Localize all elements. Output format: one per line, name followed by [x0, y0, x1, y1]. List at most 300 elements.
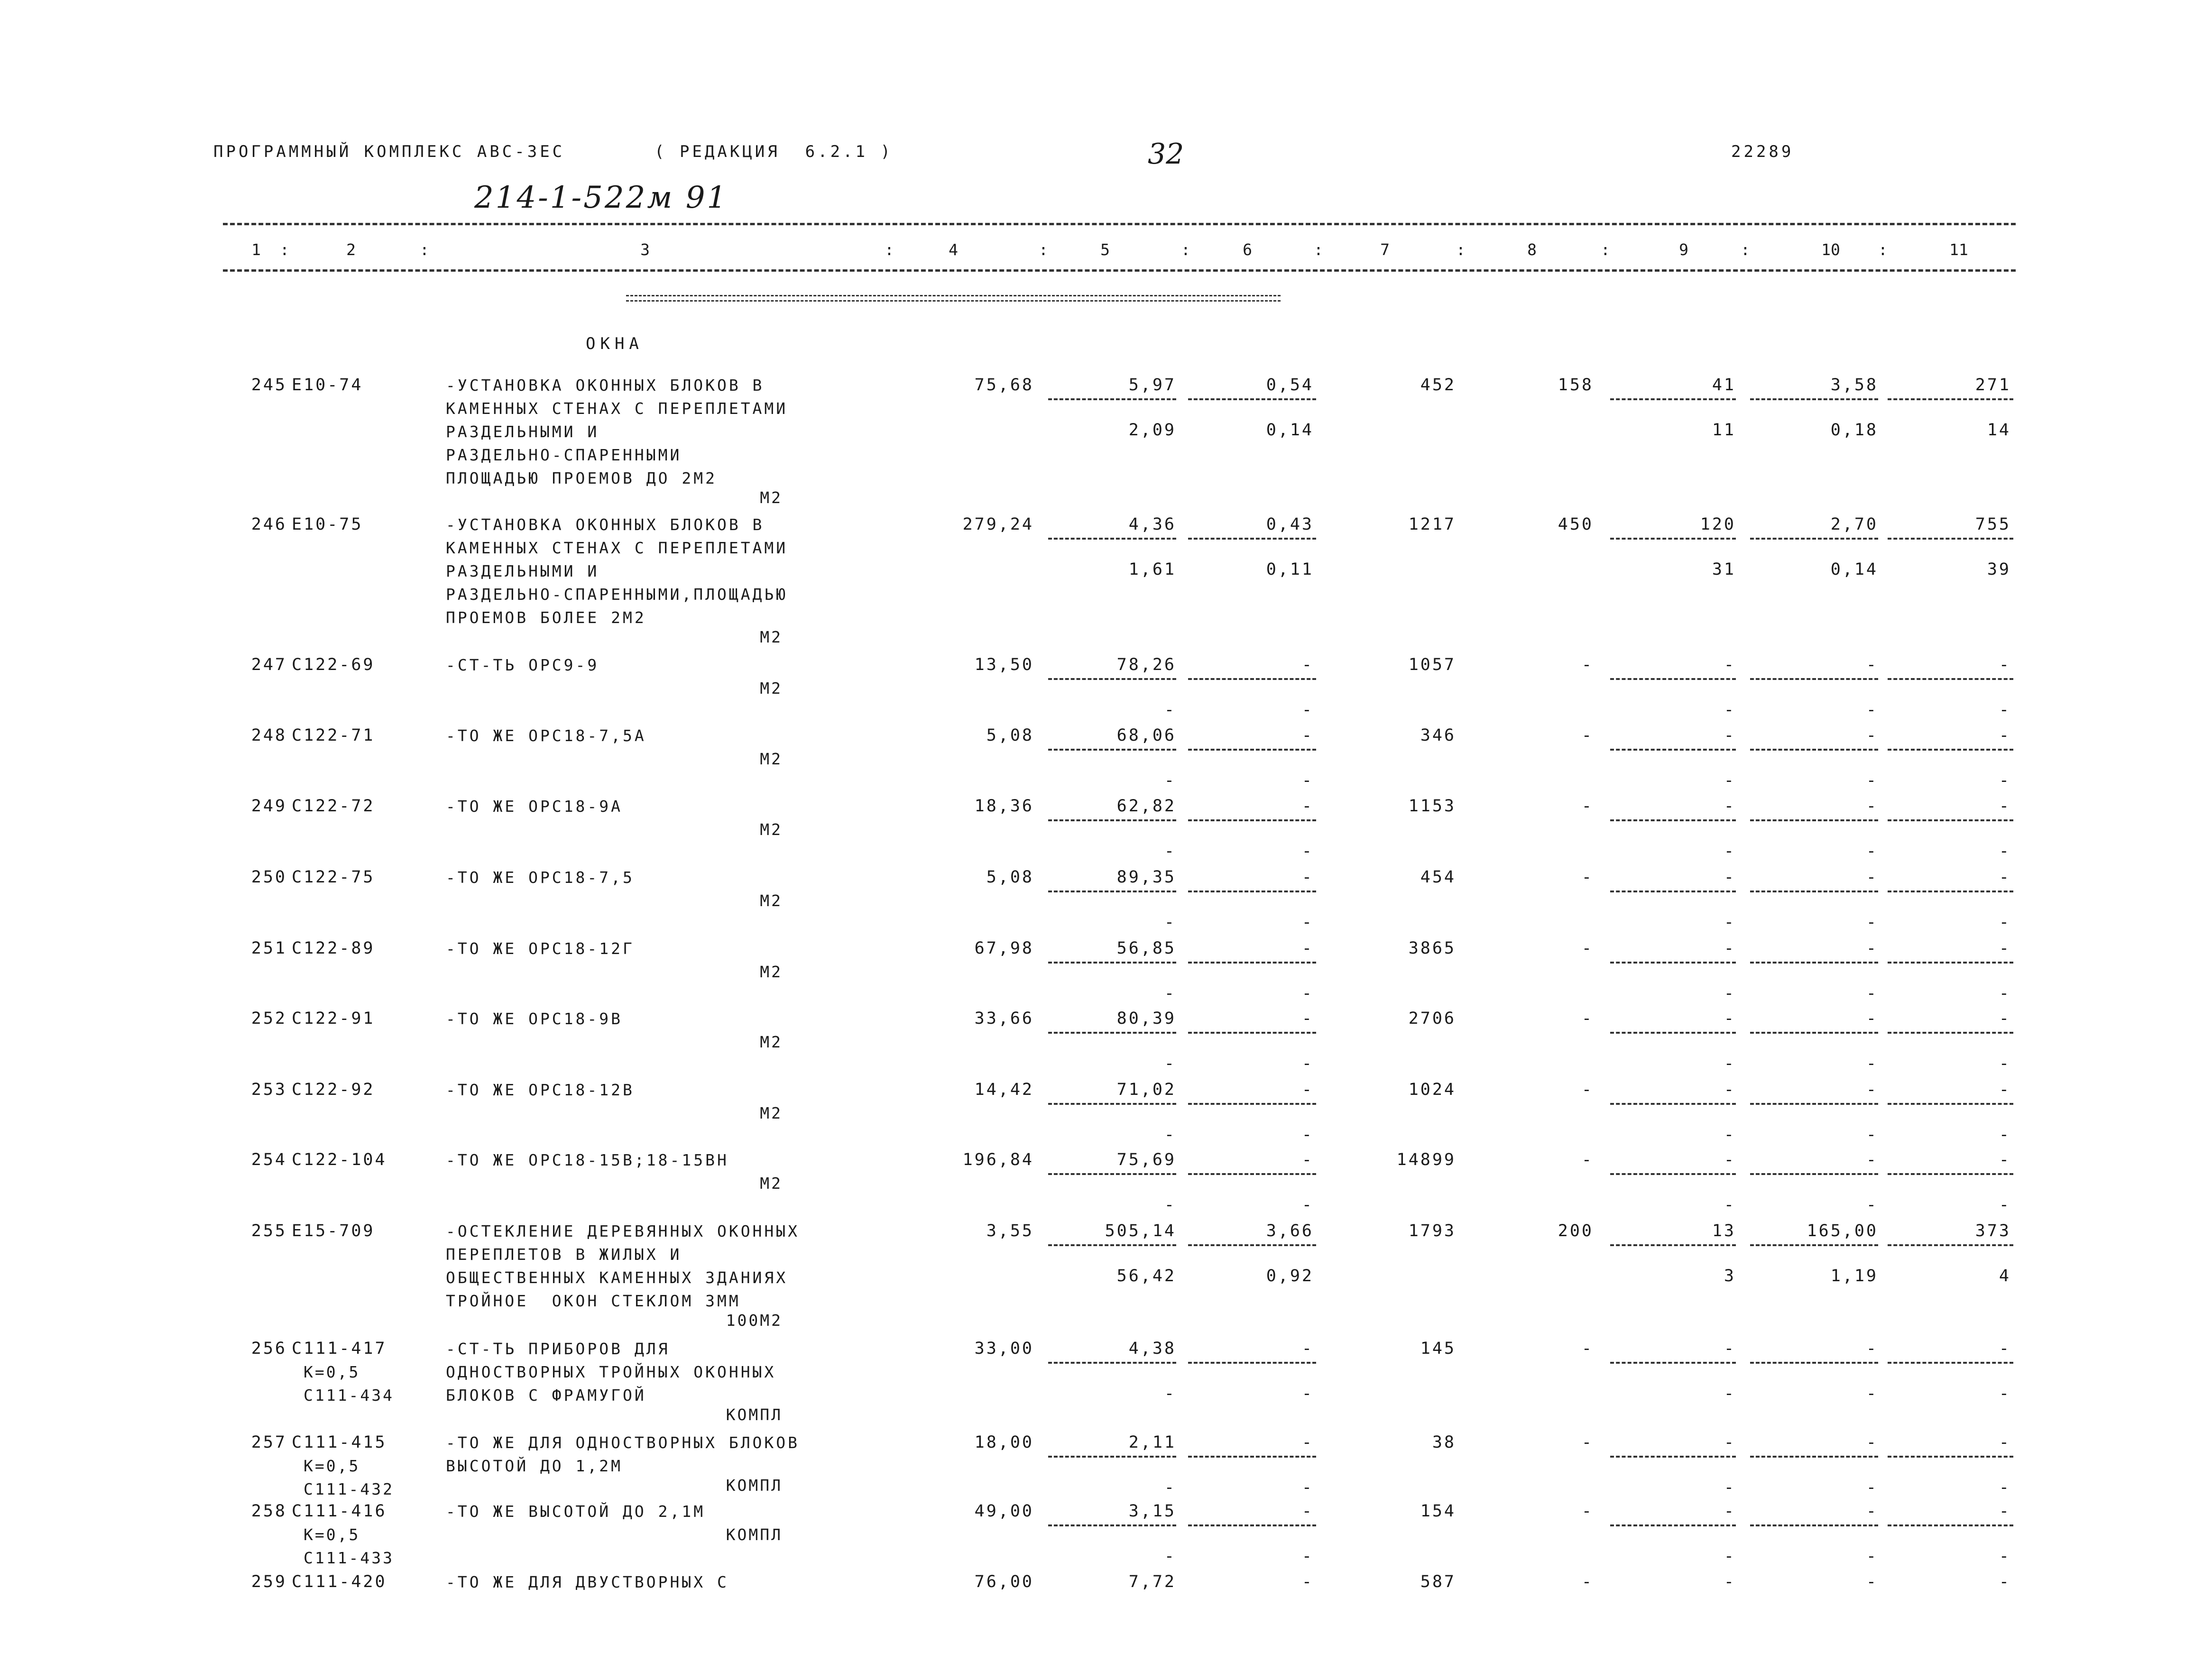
labor-unit-upper: 3,58 [1830, 376, 1878, 395]
row-number: 251 [251, 939, 287, 958]
fraction-rule [1888, 1362, 2013, 1364]
total-cost: 154 [1420, 1502, 1456, 1521]
rate-subcode: К=0,5 [304, 1363, 360, 1381]
unit-wages-lower: 0,11 [1266, 560, 1314, 579]
column-number-4: 4 [949, 240, 958, 259]
labor-unit-upper: - [1866, 1080, 1878, 1099]
fraction-rule [1888, 1032, 2013, 1034]
unit-cost-upper: 505,14 [1105, 1221, 1176, 1240]
fraction-rule [1750, 538, 1878, 540]
fraction-rule [1610, 1244, 1736, 1246]
wages-cost: - [1581, 868, 1594, 887]
column-separator: : [1601, 240, 1610, 259]
unit-wages-lower: - [1301, 1384, 1314, 1403]
machine-cost-lower: 11 [1712, 421, 1736, 440]
labor-total-lower: - [1999, 700, 2011, 719]
unit-cost-lower: - [1164, 842, 1176, 861]
unit-cost-lower: - [1164, 700, 1176, 719]
unit-cost-upper: 5,97 [1128, 376, 1176, 395]
quantity: 5,08 [986, 726, 1034, 745]
rate-subcode: С111-432 [304, 1480, 394, 1498]
total-cost: 1024 [1408, 1080, 1456, 1099]
unit-wages-lower: - [1301, 1478, 1314, 1497]
fraction-rule [1750, 1032, 1878, 1034]
fraction-rule [1610, 962, 1736, 964]
unit-wages-upper: - [1301, 1572, 1314, 1591]
fraction-rule [1188, 962, 1316, 964]
unit-wages-lower: - [1301, 771, 1314, 790]
work-description: -ТО ЖЕ ВЫСОТОЙ ДО 2,1М [446, 1502, 706, 1521]
fraction-rule [1750, 1244, 1878, 1246]
unit-wages-upper: 3,66 [1266, 1221, 1314, 1240]
wages-cost: - [1581, 1339, 1594, 1358]
unit-cost-lower: - [1164, 1054, 1176, 1073]
labor-unit-upper: - [1866, 939, 1878, 958]
fraction-rule [1610, 890, 1736, 892]
unit-of-measure: М2 [760, 1033, 783, 1051]
work-description: -ОСТЕКЛЕНИЕ ДЕРЕВЯННЫХ ОКОННЫХ [446, 1222, 800, 1240]
fraction-rule [1048, 1244, 1176, 1246]
wages-cost: - [1581, 1433, 1594, 1452]
labor-unit-lower: - [1866, 1547, 1878, 1566]
fraction-rule [1188, 1032, 1316, 1034]
wages-cost: - [1581, 1009, 1594, 1028]
unit-cost-upper: 4,38 [1128, 1339, 1176, 1358]
labor-total-upper: - [1999, 1339, 2011, 1358]
machine-cost-lower: - [1724, 1054, 1736, 1073]
quantity: 76,00 [974, 1572, 1034, 1591]
rate-code: С122-69 [292, 655, 375, 674]
machine-cost-upper: - [1724, 655, 1736, 674]
machine-cost-upper: - [1724, 1339, 1736, 1358]
fraction-rule [1750, 398, 1878, 400]
work-description: КАМЕННЫХ СТЕНАХ С ПЕРЕПЛЕТАМИ [446, 539, 788, 557]
fraction-rule [1750, 1362, 1878, 1364]
machine-cost-lower: - [1724, 984, 1736, 1003]
unit-cost-upper: 3,15 [1128, 1502, 1176, 1521]
machine-cost-lower: 3 [1724, 1267, 1736, 1285]
total-cost: 587 [1420, 1572, 1456, 1591]
column-number-8: 8 [1527, 240, 1537, 259]
document-code: 214-1-522м 91 [474, 180, 728, 215]
work-description: -УСТАНОВКА ОКОННЫХ БЛОКОВ В [446, 515, 765, 534]
unit-of-measure: КОМПЛ [726, 1525, 783, 1544]
rate-code: Е10-75 [292, 515, 363, 534]
edition-label: ( РЕДАКЦИЯ 6.2.1 ) [655, 142, 893, 161]
labor-total-upper: - [1999, 1150, 2011, 1169]
quantity: 13,50 [974, 655, 1034, 674]
fraction-rule [1048, 538, 1176, 540]
fraction-rule [1750, 749, 1878, 751]
labor-unit-upper: 2,70 [1830, 515, 1878, 534]
work-description: -УСТАНОВКА ОКОННЫХ БЛОКОВ В [446, 376, 765, 395]
fraction-rule [1188, 398, 1316, 400]
labor-total-lower: 4 [1999, 1267, 2011, 1285]
fraction-rule [1610, 819, 1736, 821]
header-top-rule [223, 223, 2016, 225]
fraction-rule [1048, 890, 1176, 892]
wages-cost: - [1581, 1572, 1594, 1591]
machine-cost-lower: - [1724, 1478, 1736, 1497]
rate-code: С122-91 [292, 1009, 375, 1028]
total-cost: 145 [1420, 1339, 1456, 1358]
labor-total-upper: - [1999, 726, 2011, 745]
labor-total-lower: - [1999, 913, 2011, 932]
fraction-rule [1888, 1103, 2013, 1105]
unit-of-measure: М2 [760, 1174, 783, 1193]
row-number: 252 [251, 1009, 287, 1028]
labor-total-upper: - [1999, 1009, 2011, 1028]
column-separator: : [1456, 240, 1466, 259]
machine-cost-lower: - [1724, 1547, 1736, 1566]
unit-wages-lower: 0,14 [1266, 421, 1314, 440]
quantity: 67,98 [974, 939, 1034, 958]
unit-wages-upper: - [1301, 655, 1314, 674]
unit-cost-lower: - [1164, 1195, 1176, 1214]
work-description: -ТО ЖЕ ОРС18-12В [446, 1081, 635, 1099]
unit-of-measure: М2 [760, 488, 783, 507]
fraction-rule [1888, 1244, 2013, 1246]
rate-code: С122-104 [292, 1150, 387, 1169]
machine-cost-lower: - [1724, 913, 1736, 932]
unit-of-measure: М2 [760, 963, 783, 981]
fraction-rule [1188, 1362, 1316, 1364]
rate-code: С122-92 [292, 1080, 375, 1099]
quantity: 196,84 [962, 1150, 1034, 1169]
work-description: БЛОКОВ С ФРАМУГОЙ [446, 1386, 646, 1405]
unit-wages-upper: - [1301, 939, 1314, 958]
unit-cost-upper: 71,02 [1116, 1080, 1176, 1099]
unit-wages-upper: - [1301, 1009, 1314, 1028]
unit-of-measure: М2 [760, 679, 783, 698]
fraction-rule [1610, 1173, 1736, 1175]
labor-unit-lower: - [1866, 1384, 1878, 1403]
row-number: 248 [251, 726, 287, 745]
fraction-rule [1048, 678, 1176, 680]
fraction-rule [1610, 538, 1736, 540]
labor-unit-lower: - [1866, 913, 1878, 932]
work-description: -ТО ЖЕ ОРС18-12Г [446, 939, 635, 958]
total-cost: 1153 [1408, 797, 1456, 816]
column-separator: : [1039, 240, 1048, 259]
unit-cost-upper: 78,26 [1116, 655, 1176, 674]
column-separator: : [1314, 240, 1323, 259]
labor-unit-lower: - [1866, 771, 1878, 790]
labor-total-lower: 14 [1987, 421, 2011, 440]
unit-cost-upper: 68,06 [1116, 726, 1176, 745]
labor-total-lower: - [1999, 1547, 2011, 1566]
unit-wages-upper: 0,54 [1266, 376, 1314, 395]
fraction-rule [1188, 538, 1316, 540]
labor-total-upper: - [1999, 939, 2011, 958]
unit-cost-upper: 80,39 [1116, 1009, 1176, 1028]
work-description: КАМЕННЫХ СТЕНАХ С ПЕРЕПЛЕТАМИ [446, 399, 788, 418]
unit-wages-upper: - [1301, 1080, 1314, 1099]
work-description: ПРОЕМОВ БОЛЕЕ 2М2 [446, 608, 646, 627]
fraction-rule [1188, 678, 1316, 680]
work-description: -ТО ЖЕ ДЛЯ ДВУСТВОРНЫХ С [446, 1573, 729, 1591]
labor-total-lower: - [1999, 771, 2011, 790]
column-separator: : [1741, 240, 1750, 259]
program-title: ПРОГРАММНЫЙ КОМПЛЕКС АВС-ЗЕС [213, 142, 565, 161]
fraction-rule [1048, 749, 1176, 751]
machine-cost-lower: 31 [1712, 560, 1736, 579]
machine-cost-upper: 41 [1712, 376, 1736, 395]
fraction-rule [1888, 538, 2013, 540]
unit-wages-lower: - [1301, 700, 1314, 719]
unit-cost-upper: 2,11 [1128, 1433, 1176, 1452]
row-number: 250 [251, 868, 287, 887]
wages-cost: - [1581, 1150, 1594, 1169]
fraction-rule [1188, 890, 1316, 892]
machine-cost-upper: - [1724, 1433, 1736, 1452]
labor-total-upper: - [1999, 1433, 2011, 1452]
row-number: 254 [251, 1150, 287, 1169]
fraction-rule [1048, 1032, 1176, 1034]
work-description: -ТО ЖЕ ОРС18-7,5 [446, 868, 635, 887]
labor-total-upper: - [1999, 868, 2011, 887]
fraction-rule [1188, 819, 1316, 821]
wages-cost: - [1581, 726, 1594, 745]
rate-code: С111-420 [292, 1572, 387, 1591]
work-description: ВЫСОТОЙ ДО 1,2М [446, 1457, 623, 1475]
labor-unit-upper: - [1866, 797, 1878, 816]
column-number-7: 7 [1380, 240, 1390, 259]
total-cost: 346 [1420, 726, 1456, 745]
rate-code: С111-415 [292, 1433, 387, 1452]
section-separator [626, 295, 1281, 302]
total-cost: 1217 [1408, 515, 1456, 534]
labor-unit-lower: - [1866, 1195, 1878, 1214]
wages-cost: - [1581, 1080, 1594, 1099]
labor-total-upper: 373 [1975, 1221, 2011, 1240]
labor-total-lower: - [1999, 1478, 2011, 1497]
quantity: 18,00 [974, 1433, 1034, 1452]
fraction-rule [1750, 962, 1878, 964]
section-title: ОКНА [586, 334, 644, 353]
unit-cost-lower: - [1164, 1384, 1176, 1403]
total-cost: 38 [1432, 1433, 1456, 1452]
unit-of-measure: М2 [760, 891, 783, 910]
unit-cost-upper: 62,82 [1116, 797, 1176, 816]
machine-cost-lower: - [1724, 771, 1736, 790]
wages-cost: 158 [1558, 376, 1594, 395]
fraction-rule [1188, 1524, 1316, 1526]
labor-unit-upper: 165,00 [1807, 1221, 1878, 1240]
quantity: 33,66 [974, 1009, 1034, 1028]
labor-unit-lower: - [1866, 1054, 1878, 1073]
machine-cost-lower: - [1724, 1125, 1736, 1144]
unit-wages-lower: - [1301, 984, 1314, 1003]
rate-code: Е15-709 [292, 1221, 375, 1240]
fraction-rule [1750, 1456, 1878, 1458]
fraction-rule [1888, 398, 2013, 400]
row-number: 259 [251, 1572, 287, 1591]
column-number-6: 6 [1243, 240, 1252, 259]
unit-cost-lower: - [1164, 984, 1176, 1003]
labor-unit-upper: - [1866, 655, 1878, 674]
rate-code: С122-71 [292, 726, 375, 745]
row-number: 249 [251, 797, 287, 816]
fraction-rule [1750, 890, 1878, 892]
wages-cost: 200 [1558, 1221, 1594, 1240]
unit-wages-lower: - [1301, 1125, 1314, 1144]
row-number: 253 [251, 1080, 287, 1099]
unit-of-measure: М2 [760, 820, 783, 839]
header-bottom-rule [223, 269, 2016, 272]
fraction-rule [1048, 819, 1176, 821]
quantity: 49,00 [974, 1502, 1034, 1521]
fraction-rule [1048, 962, 1176, 964]
machine-cost-lower: - [1724, 700, 1736, 719]
fraction-rule [1888, 890, 2013, 892]
labor-total-upper: - [1999, 1572, 2011, 1591]
labor-unit-upper: - [1866, 1150, 1878, 1169]
labor-unit-lower: - [1866, 700, 1878, 719]
unit-of-measure: 100М2 [726, 1311, 783, 1330]
unit-cost-upper: 56,85 [1116, 939, 1176, 958]
labor-total-upper: 755 [1975, 515, 2011, 534]
fraction-rule [1048, 1173, 1176, 1175]
fraction-rule [1610, 1524, 1736, 1526]
machine-cost-upper: - [1724, 1502, 1736, 1521]
rate-code: С122-72 [292, 797, 375, 816]
labor-total-lower: - [1999, 984, 2011, 1003]
unit-cost-upper: 4,36 [1128, 515, 1176, 534]
total-cost: 2706 [1408, 1009, 1456, 1028]
total-cost: 1793 [1408, 1221, 1456, 1240]
rate-code: Е10-74 [292, 376, 363, 395]
unit-cost-lower: - [1164, 1478, 1176, 1497]
column-separator: : [420, 240, 429, 259]
unit-wages-upper: - [1301, 1433, 1314, 1452]
quantity: 279,24 [962, 515, 1034, 534]
fraction-rule [1610, 1032, 1736, 1034]
row-number: 255 [251, 1221, 287, 1240]
machine-cost-upper: 13 [1712, 1221, 1736, 1240]
labor-total-upper: - [1999, 797, 2011, 816]
quantity: 75,68 [974, 376, 1034, 395]
unit-of-measure: КОМПЛ [726, 1476, 783, 1495]
labor-unit-upper: - [1866, 1339, 1878, 1358]
unit-wages-upper: - [1301, 726, 1314, 745]
labor-unit-lower: 0,14 [1830, 560, 1878, 579]
unit-of-measure: М2 [760, 750, 783, 768]
machine-cost-upper: - [1724, 1150, 1736, 1169]
unit-cost-upper: 89,35 [1116, 868, 1176, 887]
work-description: ОБЩЕСТВЕННЫХ КАМЕННЫХ ЗДАНИЯХ [446, 1268, 788, 1287]
fraction-rule [1610, 1362, 1736, 1364]
fraction-rule [1610, 749, 1736, 751]
total-cost: 1057 [1408, 655, 1456, 674]
fraction-rule [1610, 1456, 1736, 1458]
work-description: ТРОЙНОЕ ОКОН СТЕКЛОМ ЗММ [446, 1292, 741, 1310]
labor-unit-lower: 1,19 [1830, 1267, 1878, 1285]
fraction-rule [1610, 1103, 1736, 1105]
unit-cost-lower: - [1164, 771, 1176, 790]
labor-total-lower: - [1999, 1384, 2011, 1403]
total-cost: 3865 [1408, 939, 1456, 958]
quantity: 5,08 [986, 868, 1034, 887]
fraction-rule [1888, 962, 2013, 964]
unit-wages-upper: 0,43 [1266, 515, 1314, 534]
unit-cost-upper: 7,72 [1128, 1572, 1176, 1591]
unit-wages-lower: - [1301, 913, 1314, 932]
row-number: 256 [251, 1339, 287, 1358]
column-number-11: 11 [1949, 240, 1968, 259]
work-description: -ТО ЖЕ ОРС18-9В [446, 1010, 623, 1028]
unit-cost-lower: 2,09 [1128, 421, 1176, 440]
rate-code: С122-75 [292, 868, 375, 887]
column-separator: : [280, 240, 289, 259]
fraction-rule [1888, 1173, 2013, 1175]
labor-total-upper: 271 [1975, 376, 2011, 395]
page-number: 32 [1148, 138, 1184, 171]
unit-cost-lower: - [1164, 913, 1176, 932]
fraction-rule [1750, 678, 1878, 680]
rate-code: С111-417 [292, 1339, 387, 1358]
fraction-rule [1750, 1524, 1878, 1526]
work-description: -ТО ЖЕ ДЛЯ ОДНОСТВОРНЫХ БЛОКОВ [446, 1433, 800, 1452]
work-description: ОДНОСТВОРНЫХ ТРОЙНЫХ ОКОННЫХ [446, 1363, 776, 1381]
fraction-rule [1750, 1173, 1878, 1175]
row-number: 245 [251, 376, 287, 395]
unit-wages-lower: - [1301, 1054, 1314, 1073]
rate-code: С111-416 [292, 1502, 387, 1521]
column-separator: : [1878, 240, 1888, 259]
labor-unit-lower: - [1866, 1125, 1878, 1144]
column-number-9: 9 [1679, 240, 1688, 259]
work-description: ПЕРЕПЛЕТОВ В ЖИЛЫХ И [446, 1245, 682, 1264]
fraction-rule [1188, 1244, 1316, 1246]
labor-total-lower: - [1999, 1125, 2011, 1144]
machine-cost-upper: - [1724, 797, 1736, 816]
rate-subcode: К=0,5 [304, 1457, 360, 1475]
column-number-2: 2 [346, 240, 356, 259]
unit-of-measure: М2 [760, 1104, 783, 1122]
unit-wages-upper: - [1301, 1339, 1314, 1358]
machine-cost-upper: - [1724, 1009, 1736, 1028]
labor-unit-upper: - [1866, 868, 1878, 887]
column-number-1: 1 [251, 240, 261, 259]
wages-cost: - [1581, 1502, 1594, 1521]
machine-cost-lower: - [1724, 1195, 1736, 1214]
fraction-rule [1188, 1103, 1316, 1105]
wages-cost: 450 [1558, 515, 1594, 534]
fraction-rule [1888, 1524, 2013, 1526]
machine-cost-upper: - [1724, 868, 1736, 887]
unit-wages-upper: - [1301, 797, 1314, 816]
unit-wages-upper: - [1301, 1150, 1314, 1169]
labor-unit-lower: - [1866, 984, 1878, 1003]
fraction-rule [1048, 1362, 1176, 1364]
fraction-rule [1610, 678, 1736, 680]
work-description: -ТО ЖЕ ОРС18-9А [446, 797, 623, 816]
fraction-rule [1188, 1173, 1316, 1175]
rate-subcode: К=0,5 [304, 1525, 360, 1544]
column-separator: : [885, 240, 894, 259]
fraction-rule [1048, 1103, 1176, 1105]
quantity: 3,55 [986, 1221, 1034, 1240]
total-cost: 452 [1420, 376, 1456, 395]
fraction-rule [1750, 1103, 1878, 1105]
unit-of-measure: М2 [760, 628, 783, 646]
machine-cost-upper: - [1724, 939, 1736, 958]
unit-wages-lower: 0,92 [1266, 1267, 1314, 1285]
labor-total-lower: - [1999, 842, 2011, 861]
labor-unit-upper: - [1866, 1009, 1878, 1028]
quantity: 14,42 [974, 1080, 1034, 1099]
